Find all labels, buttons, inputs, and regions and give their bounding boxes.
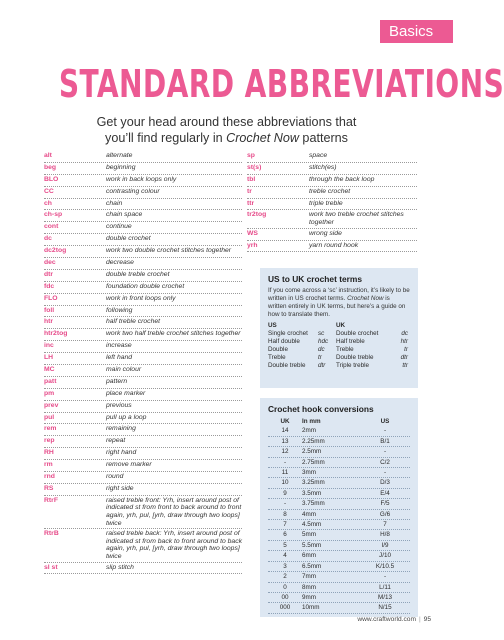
abbreviation-meaning: work in front loops only xyxy=(106,294,176,302)
abbreviation-row xyxy=(44,282,242,294)
abbreviations-list-right xyxy=(247,151,417,252)
hook-row xyxy=(268,437,410,447)
abbreviation-term: dc xyxy=(44,235,52,243)
abbreviation-row xyxy=(44,484,242,496)
abbreviation-term: LH xyxy=(44,354,54,362)
abbreviation-meaning: chain space xyxy=(106,211,143,219)
hook-uk-size: 3 xyxy=(283,562,287,570)
intro-line-2 xyxy=(40,130,413,146)
abbreviation-row xyxy=(44,460,242,472)
hook-row xyxy=(268,593,410,603)
us-uk-terms-description xyxy=(268,287,410,319)
hook-row xyxy=(268,499,410,509)
abbreviation-term: yrh xyxy=(247,241,258,249)
hook-us-size: B/1 xyxy=(380,437,390,445)
hook-mm-size: 5mm xyxy=(302,531,316,539)
abbreviation-term: prev xyxy=(44,401,59,409)
hook-row xyxy=(268,562,410,572)
abbreviations-list-left xyxy=(44,151,242,574)
abbreviation-term: BLO xyxy=(44,175,59,183)
abbreviation-term: RtrF xyxy=(44,496,58,504)
abbreviation-meaning: remove marker xyxy=(106,461,152,469)
abbreviation-term: htr xyxy=(44,318,54,326)
abbreviation-meaning: round xyxy=(106,473,124,481)
hook-uk-size: 9 xyxy=(283,489,287,497)
abbreviation-meaning: pull up a loop xyxy=(106,413,147,421)
abbreviation-row xyxy=(44,436,242,448)
abbreviation-row xyxy=(44,234,242,246)
terms-us-abbr: dc xyxy=(318,346,325,353)
abbreviation-term: RtrB xyxy=(44,530,59,538)
abbreviation-meaning: raised treble back: Yrh, insert around post of indicated st from back to front around to back again, yrh, pul, [yrh, draw through two loops] twice xyxy=(106,530,243,560)
abbreviation-meaning: main colour xyxy=(106,366,142,374)
abbreviation-meaning: place marker xyxy=(106,389,146,397)
abbreviation-term: WS xyxy=(247,229,258,237)
terms-us-abbr: dtr xyxy=(318,362,326,369)
terms-table-header xyxy=(268,322,410,330)
abbreviation-row xyxy=(44,175,242,187)
abbreviation-term: cont xyxy=(44,223,59,231)
hook-mm-size: 8mm xyxy=(302,583,316,591)
terms-uk-name: Treble xyxy=(336,346,354,353)
abbreviation-term: rep xyxy=(44,437,55,445)
intro-line-2-pre: you’ll find regularly in xyxy=(105,131,227,145)
abbreviation-row xyxy=(44,163,242,175)
hook-uk-size: 000 xyxy=(279,604,291,612)
section-tab: Basics xyxy=(380,20,453,43)
abbreviation-term: rnd xyxy=(44,473,55,481)
terms-row xyxy=(268,354,410,362)
hook-uk-size: 0 xyxy=(283,583,287,591)
terms-us-name: Double treble xyxy=(268,362,306,369)
hook-uk-size: 14 xyxy=(281,427,289,435)
terms-uk-abbr: htr xyxy=(400,338,408,345)
abbreviation-row xyxy=(44,472,242,484)
abbreviation-meaning: left hand xyxy=(106,354,133,362)
abbreviation-row xyxy=(44,496,242,529)
abbreviation-term: dtr xyxy=(44,270,54,278)
abbreviation-term: rm xyxy=(44,461,53,469)
hook-us-size: H/8 xyxy=(380,531,390,539)
abbreviation-term: CC xyxy=(44,187,54,195)
abbreviation-row xyxy=(247,187,417,199)
terms-header-spacer xyxy=(318,322,336,330)
abbreviation-meaning: increase xyxy=(106,342,132,350)
abbreviation-row xyxy=(44,529,242,562)
terms-uk-abbr: dc xyxy=(401,330,408,337)
hook-uk-size: 00 xyxy=(281,593,289,601)
abbreviation-row xyxy=(44,187,242,199)
page-footer xyxy=(357,616,431,623)
abbreviation-term: dec xyxy=(44,259,56,267)
hook-table-header xyxy=(268,417,410,426)
abbreviation-term: ch-sp xyxy=(44,211,63,219)
abbreviation-row xyxy=(44,341,242,353)
hook-us-size: E/4 xyxy=(380,489,390,497)
abbreviation-row xyxy=(247,163,417,175)
terms-row xyxy=(268,330,410,338)
hook-header-uk: UK xyxy=(280,418,290,425)
footer-separator: | xyxy=(418,616,421,623)
abbreviation-term: tr xyxy=(247,187,252,195)
terms-uk-abbr: dtr xyxy=(400,354,408,361)
terms-us-abbr: tr xyxy=(318,354,322,361)
abbreviation-term: sp xyxy=(247,152,255,159)
hook-mm-size: 3.25mm xyxy=(302,479,325,487)
terms-uk-name: Double treble xyxy=(336,354,374,361)
hook-uk-size: 7 xyxy=(283,521,287,529)
hook-us-size: F/5 xyxy=(380,500,390,508)
abbreviation-row xyxy=(247,241,417,253)
footer-url[interactable]: www.craftworld.com xyxy=(357,616,416,623)
terms-para-magazine: Crochet Now xyxy=(347,295,384,302)
hook-us-size: I/9 xyxy=(381,541,389,549)
hook-mm-size: 4.5mm xyxy=(302,521,322,529)
abbreviation-term: ch xyxy=(44,199,52,207)
hook-us-size: K/10.5 xyxy=(375,562,395,570)
hook-us-size: - xyxy=(383,427,387,435)
abbreviation-row xyxy=(44,294,242,306)
abbreviation-row xyxy=(44,563,242,575)
abbreviation-row xyxy=(44,401,242,413)
hook-mm-size: 6.5mm xyxy=(302,562,322,570)
abbreviation-row xyxy=(44,258,242,270)
hook-us-size: - xyxy=(383,448,387,456)
abbreviation-term: ttr xyxy=(247,199,255,207)
hook-mm-size: 2.5mm xyxy=(302,448,322,456)
terms-uk-name: Half treble xyxy=(336,338,365,345)
terms-us-abbr: hdc xyxy=(318,338,329,345)
terms-uk-name: Double crochet xyxy=(336,330,379,337)
abbreviation-row xyxy=(44,199,242,211)
hook-conversions-box xyxy=(260,398,418,617)
abbreviation-meaning: treble crochet xyxy=(309,187,351,195)
us-uk-terms-heading: US to UK crochet terms xyxy=(268,274,363,284)
hook-us-size: J/10 xyxy=(379,552,391,560)
terms-header-us: US xyxy=(268,322,277,329)
abbreviation-meaning: repeat xyxy=(106,437,126,445)
abbreviation-term: dc2tog xyxy=(44,247,67,255)
hook-mm-size: 9mm xyxy=(302,593,316,601)
hook-mm-size: 4mm xyxy=(302,510,316,518)
hook-row xyxy=(268,447,410,457)
hook-row xyxy=(268,489,410,499)
hook-row xyxy=(268,458,410,468)
hook-uk-size: - xyxy=(283,500,287,508)
abbreviation-term: beg xyxy=(44,163,57,171)
abbreviation-term: FLO xyxy=(44,294,58,302)
hook-row xyxy=(268,572,410,582)
terms-row xyxy=(268,346,410,354)
abbreviation-meaning: contrasting colour xyxy=(106,187,160,195)
hook-row xyxy=(268,583,410,593)
abbreviation-row xyxy=(247,175,417,187)
hook-header-mm: In mm xyxy=(302,418,321,425)
hook-row xyxy=(268,468,410,478)
hook-mm-size: 3mm xyxy=(302,469,316,477)
abbreviation-meaning: through the back loop xyxy=(309,175,375,183)
hook-us-size: M/13 xyxy=(378,593,392,601)
hook-us-size: - xyxy=(383,573,387,581)
terms-header-uk: UK xyxy=(336,322,346,329)
us-uk-terms-box xyxy=(260,268,418,388)
hook-uk-size: 4 xyxy=(283,552,287,560)
abbreviation-row xyxy=(44,306,242,318)
hook-conversions-table xyxy=(268,417,410,614)
abbreviation-row xyxy=(44,210,242,222)
abbreviation-row xyxy=(44,389,242,401)
abbreviation-term: inc xyxy=(44,342,54,350)
hook-row xyxy=(268,541,410,551)
hook-us-size: 7 xyxy=(383,521,387,529)
abbreviation-meaning: decrease xyxy=(106,259,134,267)
abbreviation-meaning: work two double crochet stitches together xyxy=(106,247,232,255)
abbreviation-meaning: continue xyxy=(106,223,132,231)
abbreviation-meaning: right hand xyxy=(106,449,137,457)
hook-uk-size: 2 xyxy=(283,573,287,581)
hook-us-size: N/15 xyxy=(378,604,392,612)
abbreviation-row xyxy=(44,151,242,163)
hook-us-size: D/3 xyxy=(380,479,390,487)
terms-para-post: is written entirely in UK terms, but here’s a guide on how to translate them. xyxy=(268,295,406,318)
hook-mm-size: 6mm xyxy=(302,552,316,560)
abbreviation-meaning: remaining xyxy=(106,425,136,433)
hook-mm-size: 2.75mm xyxy=(302,458,325,466)
hook-uk-size: 6 xyxy=(283,531,287,539)
abbreviation-term: htr2tog xyxy=(44,330,68,338)
abbreviation-meaning: stitch(es) xyxy=(309,163,337,171)
abbreviation-row xyxy=(44,413,242,425)
abbreviation-term: pm xyxy=(44,389,55,397)
abbreviation-meaning: alternate xyxy=(106,152,133,159)
abbreviation-term: tbl xyxy=(247,175,256,183)
abbreviation-row xyxy=(247,210,417,228)
abbreviation-meaning: following xyxy=(106,306,133,314)
abbreviation-meaning: half treble crochet xyxy=(106,318,161,326)
abbreviation-row xyxy=(44,448,242,460)
hook-row xyxy=(268,478,410,488)
intro-line-2-post: patterns xyxy=(298,131,348,145)
abbreviation-term: foll xyxy=(44,306,55,314)
abbreviation-term: pul xyxy=(44,413,55,421)
abbreviation-row xyxy=(247,199,417,211)
hook-uk-size: - xyxy=(283,458,287,466)
abbreviation-meaning: slip stitch xyxy=(106,563,134,571)
abbreviation-meaning: right side xyxy=(106,484,134,492)
terms-para-pre: If you come across a ‘sc’ instruction, it’s likely to be written in US crochet terms. xyxy=(268,287,410,302)
terms-us-name: Treble xyxy=(268,354,286,361)
hook-row xyxy=(268,520,410,530)
abbreviation-term: rem xyxy=(44,425,57,433)
hook-header-us: US xyxy=(380,418,390,425)
terms-row xyxy=(268,362,410,370)
terms-us-name: Half double xyxy=(268,338,300,345)
hook-mm-size: 5.5mm xyxy=(302,541,322,549)
abbreviation-meaning: beginning xyxy=(106,163,136,171)
terms-us-name: Double xyxy=(268,346,288,353)
abbreviation-meaning: double treble crochet xyxy=(106,270,170,278)
abbreviation-row xyxy=(44,246,242,258)
hook-conversions-heading: Crochet hook conversions xyxy=(268,404,374,414)
abbreviation-meaning: yarn round hook xyxy=(309,241,359,249)
hook-mm-size: 3.5mm xyxy=(302,489,322,497)
us-uk-terms-table xyxy=(268,322,410,370)
hook-uk-size: 5 xyxy=(283,541,287,549)
abbreviation-row xyxy=(44,270,242,282)
abbreviation-row xyxy=(44,353,242,365)
abbreviation-meaning: pattern xyxy=(106,377,128,385)
hook-row xyxy=(268,426,410,436)
hook-row xyxy=(268,603,410,613)
hook-uk-size: 10 xyxy=(281,479,289,487)
hook-mm-size: 2.25mm xyxy=(302,437,325,445)
abbreviation-meaning: triple treble xyxy=(309,199,343,207)
terms-us-abbr: sc xyxy=(318,330,325,337)
abbreviation-term: MC xyxy=(44,366,55,374)
abbreviation-row xyxy=(44,222,242,234)
hook-uk-size: 12 xyxy=(281,448,289,456)
abbreviation-meaning: previous xyxy=(106,401,132,409)
abbreviation-meaning: space xyxy=(309,152,328,159)
abbreviation-term: sl st xyxy=(44,563,58,571)
hook-mm-size: 3.75mm xyxy=(302,500,325,508)
abbreviation-meaning: work two half treble crochet stitches together xyxy=(106,330,241,338)
abbreviation-meaning: chain xyxy=(106,199,123,207)
terms-uk-abbr: tr xyxy=(404,346,408,353)
abbreviation-row xyxy=(247,229,417,241)
abbreviation-meaning: raised treble front: Yrh, insert around post of indicated st from front to back around to front again, yrh, pul, [yrh, draw through two loops] twice xyxy=(106,496,242,527)
abbreviation-term: RH xyxy=(44,449,54,457)
hook-mm-size: 2mm xyxy=(302,427,316,435)
hook-row xyxy=(268,551,410,561)
abbreviation-term: RS xyxy=(44,484,54,492)
abbreviation-term: fdc xyxy=(44,282,55,290)
hook-uk-size: 8 xyxy=(283,510,287,518)
hook-us-size: L/11 xyxy=(379,583,391,591)
hook-us-size: C/2 xyxy=(380,458,390,466)
abbreviation-row xyxy=(44,317,242,329)
hook-uk-size: 13 xyxy=(281,437,289,445)
hook-us-size: G/6 xyxy=(379,510,391,518)
hook-mm-size: 10mm xyxy=(302,604,320,612)
terms-us-name: Single crochet xyxy=(268,330,308,337)
terms-uk-name: Triple treble xyxy=(336,362,370,369)
intro-text xyxy=(40,114,413,146)
hook-us-size: - xyxy=(383,469,387,477)
abbreviation-row xyxy=(247,151,417,163)
intro-magazine-name: Crochet Now xyxy=(226,131,299,145)
abbreviation-row xyxy=(44,424,242,436)
hook-mm-size: 7mm xyxy=(302,573,316,581)
abbreviation-meaning: work in back loops only xyxy=(106,175,177,183)
hook-uk-size: 11 xyxy=(281,469,289,477)
abbreviation-row xyxy=(44,377,242,389)
abbreviation-row xyxy=(44,365,242,377)
intro-line-1: Get your head around these abbreviations that xyxy=(96,115,357,129)
abbreviation-row xyxy=(44,329,242,341)
abbreviation-term: tr2tog xyxy=(247,211,267,219)
abbreviation-meaning: work two treble crochet stitches together xyxy=(309,211,404,227)
abbreviation-meaning: wrong side xyxy=(309,229,342,237)
abbreviation-meaning: double crochet xyxy=(106,235,151,243)
abbreviation-meaning: foundation double crochet xyxy=(106,282,185,290)
abbreviation-term: st(s) xyxy=(247,163,262,171)
hook-row xyxy=(268,530,410,540)
abbreviation-term: alt xyxy=(44,152,52,159)
hook-row xyxy=(268,510,410,520)
page-title: STANDARD ABBREVIATIONS xyxy=(58,62,504,106)
terms-uk-abbr: ttr xyxy=(402,362,408,369)
terms-row xyxy=(268,338,410,346)
abbreviation-term: patt xyxy=(44,377,57,385)
page-number: 95 xyxy=(423,616,431,623)
